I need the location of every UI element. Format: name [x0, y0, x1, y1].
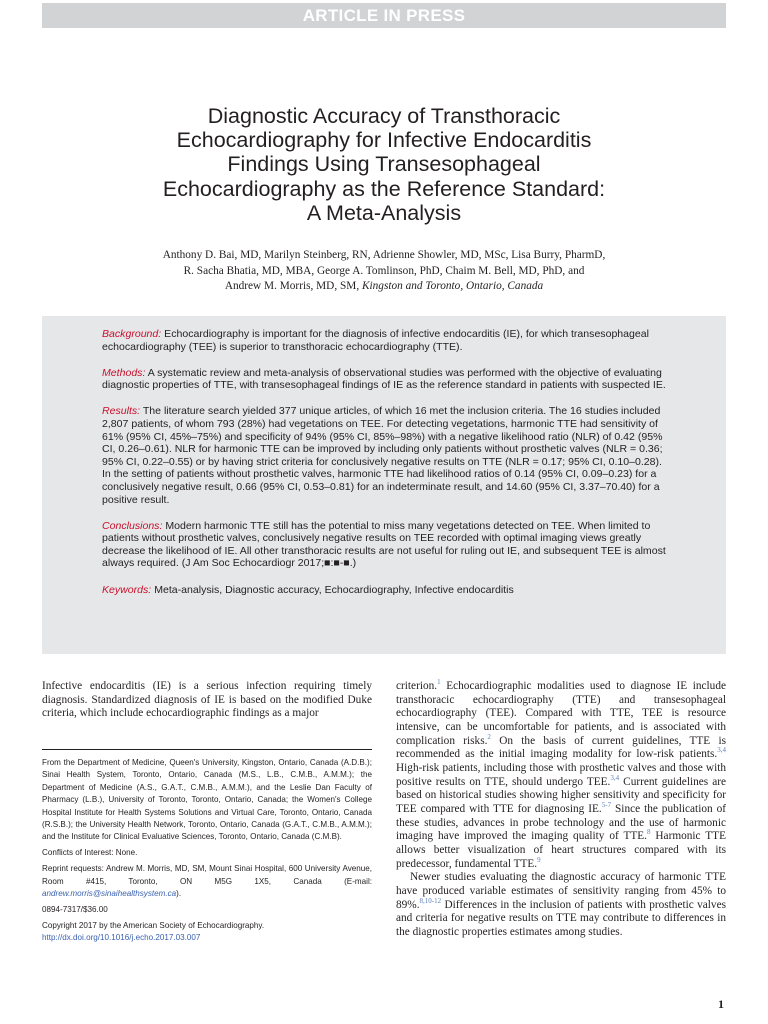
text-run: Differences in the inclusion of patients with prosthetic valves and criteria for negative results on TTE may contribute to differences in the diagnostic properties estimates among studies.: [396, 898, 726, 938]
text-run: Harmonic TTE allows better visualization of heart structures compared with its predecessor, fundamental TTE.: [396, 830, 726, 870]
reprint-note: [42, 863, 372, 900]
reprint-text: Reprint requests: Andrew M. Morris, MD, SM, Mount Sinai Hospital, 600 University Avenue, Room #415, Toronto, ON M5G 1X5, Canada (E-mail:: [42, 864, 372, 886]
intro-paragraph: Infective endocarditis (IE) is a serious infection requiring timely diagnosis. Standardized diagnosis of IE is based on the modified Duke criteria, which include echocardiographic findings as a major: [42, 680, 372, 720]
abstract-results: [102, 405, 666, 506]
ref-citation[interactable]: 1: [437, 678, 441, 687]
text-run: criterion.: [396, 680, 438, 692]
body-column-left: [42, 680, 372, 721]
title-line: A Meta-Analysis: [306, 200, 462, 225]
ref-citation[interactable]: 8,10-12: [419, 896, 442, 905]
keywords-label: Keywords:: [102, 583, 152, 596]
author-line: Anthony D. Bai, MD, Marilyn Steinberg, RN, Adrienne Showler, MD, MSc, Lisa Burry, PharmD,: [162, 249, 606, 261]
copyright-note: [42, 920, 372, 945]
text-run: On the basis of current guidelines, TTE is recommended as the initial imaging modality for low-risk patients.: [396, 734, 727, 761]
abstract-keywords: [102, 584, 666, 597]
article-in-press-banner: ARTICLE IN PRESS: [42, 3, 726, 28]
ref-citation[interactable]: 9: [537, 855, 541, 864]
title-line: Findings Using Transesophageal: [227, 152, 541, 177]
ref-citation[interactable]: 5-7: [601, 801, 612, 810]
conflicts-note: Conflicts of Interest: None.: [42, 848, 138, 858]
reprint-end: ).: [176, 889, 182, 899]
conclusions-label: Conclusions:: [102, 519, 163, 532]
text-run: Since the publication of these studies, advances in probe technology and the use of harmonic imaging have improved the imaging quality of TTE.: [396, 802, 726, 843]
background-text: Echocardiography is important for the diagnosis of infective endocarditis (IE), for which transesophageal echocardiography (TEE) is superior to transthoracic echocardiography (TTE).: [102, 328, 649, 353]
body-column-right: [396, 680, 726, 939]
page-number: 1: [718, 997, 724, 1011]
copyright-text: Copyright 2017 by the American Society of Echocardiography.: [42, 920, 265, 930]
results-label: Results:: [102, 405, 141, 418]
ref-citation[interactable]: 3,4: [610, 773, 620, 782]
abstract-box: [42, 316, 726, 654]
ref-citation[interactable]: 8: [646, 828, 651, 837]
title-line: Echocardiography for Infective Endocarditis: [176, 128, 592, 153]
title-line: Diagnostic Accuracy of Transthoracic: [207, 104, 561, 128]
ref-citation[interactable]: 2: [487, 732, 491, 741]
right-paragraph-2: [396, 871, 726, 939]
abstract-background: [102, 328, 666, 353]
text-run: Echocardiographic modalities used to diagnose IE include transthoracic echocardiography (TTE) and transesophageal echocardiography (TEE). Compared with TTE, TEE is resource intensive, can be uncomfortable for patients, and is associated with complication risks.: [396, 680, 726, 747]
text-run: High-risk patients, including those with prosthetic valves and those with positive results on TTE, should undergo TEE.: [396, 761, 726, 788]
text-run: Current guidelines are based on historical studies showing higher sensitivity and specificity for TEE compared with TTE for diagnosing IE.: [396, 775, 726, 815]
conclusions-text: Modern harmonic TTE still has the potential to miss many vegetations detected on TEE. When limited to patients without prosthetic valves, conclusively negative results on TEE recorded with optimal imaging views greatly decrease the likelihood of IE. All other transthoracic results are not useful for ruling out IE, and subsequent TEE is almost always required. (J Am Soc Echocardiogr 2017;■:■-■.): [102, 519, 666, 570]
affiliations-note: From the Department of Medicine, Queen's University, Kingston, Ontario, Canada (A.D.B.); Sinai Health System, Toronto, Ontario, Canada (M.S., L.B., C.M.B., A.M.M.); the Department of Medicine (A.S., G.A.T., C.M.B., A.M.M.), and the Leslie Dan Faculty of Pharmacy (L.B.), University of Toronto, Toronto, Ontario, Canada; the Women's College Hospital Institute for Health Systems Solutions and Virtual Care, Toronto, Ontario, Canada (R.S.B.); the University Health Network, Toronto, Ontario, Canada (G.A.T., C.M.B., A.M.M.); and the Institute for Clinical Evaluative Sciences, Toronto, Ontario, Canada (C.M.B).: [42, 758, 372, 842]
doi-link[interactable]: http://dx.doi.org/10.1016/j.echo.2017.03.007: [42, 933, 201, 943]
abstract-methods: [102, 367, 666, 392]
author-line: R. Sacha Bhatia, MD, MBA, George A. Tomlinson, PhD, Chaim M. Bell, MD, PhD, and: [183, 264, 585, 277]
footnote-divider: [42, 749, 372, 750]
author-names: Andrew M. Morris, MD, SM,: [224, 280, 360, 292]
author-list: [60, 248, 708, 295]
title-line: Echocardiography as the Reference Standard:: [162, 176, 606, 201]
abstract-conclusions: [102, 520, 666, 570]
author-location: Kingston and Toronto, Ontario, Canada: [361, 280, 544, 292]
right-paragraph-1: [396, 680, 726, 871]
results-text: The literature search yielded 377 unique articles, of which 16 met the inclusion criteria. The 16 studies included 2,807 patients, of whom 793 (28%) had vegetations on TEE. For detecting vegetations, harmonic TTE had sensitivity of 61% (95% CI, 45%–75%) and specificity of 94% (95% CI, 85%–98%) with a negative likelihood ratio (NLR) of 0.42 (95% CI, 0.26–0.61). NLR for harmonic TTE can be improved by including only patients without prosthetic valves (NLR = 0.36; 95% CI, 0.22–0.55) or by having strict criteria for conclusively negative results on TTE (NLR = 0.17; 95% CI, 0.10–0.28). In the setting of patients without prosthetic valves, harmonic TTE had likelihood ratios of 0.14 (95% CI, 0.09–0.23) for a conclusively negative result, 0.66 (95% CI, 0.53–0.81) for an indeterminate result, and 14.60 (95% CI, 3.37–70.40) for a positive result.: [102, 405, 663, 506]
methods-text: A systematic review and meta-analysis of observational studies was performed with the objective of evaluating diagnostic properties of TTE, with transesophageal findings of IE as the reference standard in patients with suspected IE.: [102, 366, 666, 392]
author-line: [60, 279, 708, 295]
ref-citation[interactable]: 3,4: [717, 746, 726, 755]
methods-label: Methods:: [102, 366, 146, 379]
article-title: [60, 104, 708, 225]
issn-note: 0894-7317/$36.00: [42, 904, 108, 914]
email-link[interactable]: andrew.morris@sinaihealthsystem.ca: [42, 889, 177, 899]
background-label: Background:: [102, 328, 162, 340]
text-run: Newer studies evaluating the diagnostic accuracy of harmonic TTE have produced variable estimates of sensitivity ranging from 45% to 89%.: [396, 871, 726, 911]
footnotes: [42, 757, 372, 945]
keywords-text: Meta-analysis, Diagnostic accuracy, Echocardiography, Infective endocarditis: [154, 583, 514, 596]
